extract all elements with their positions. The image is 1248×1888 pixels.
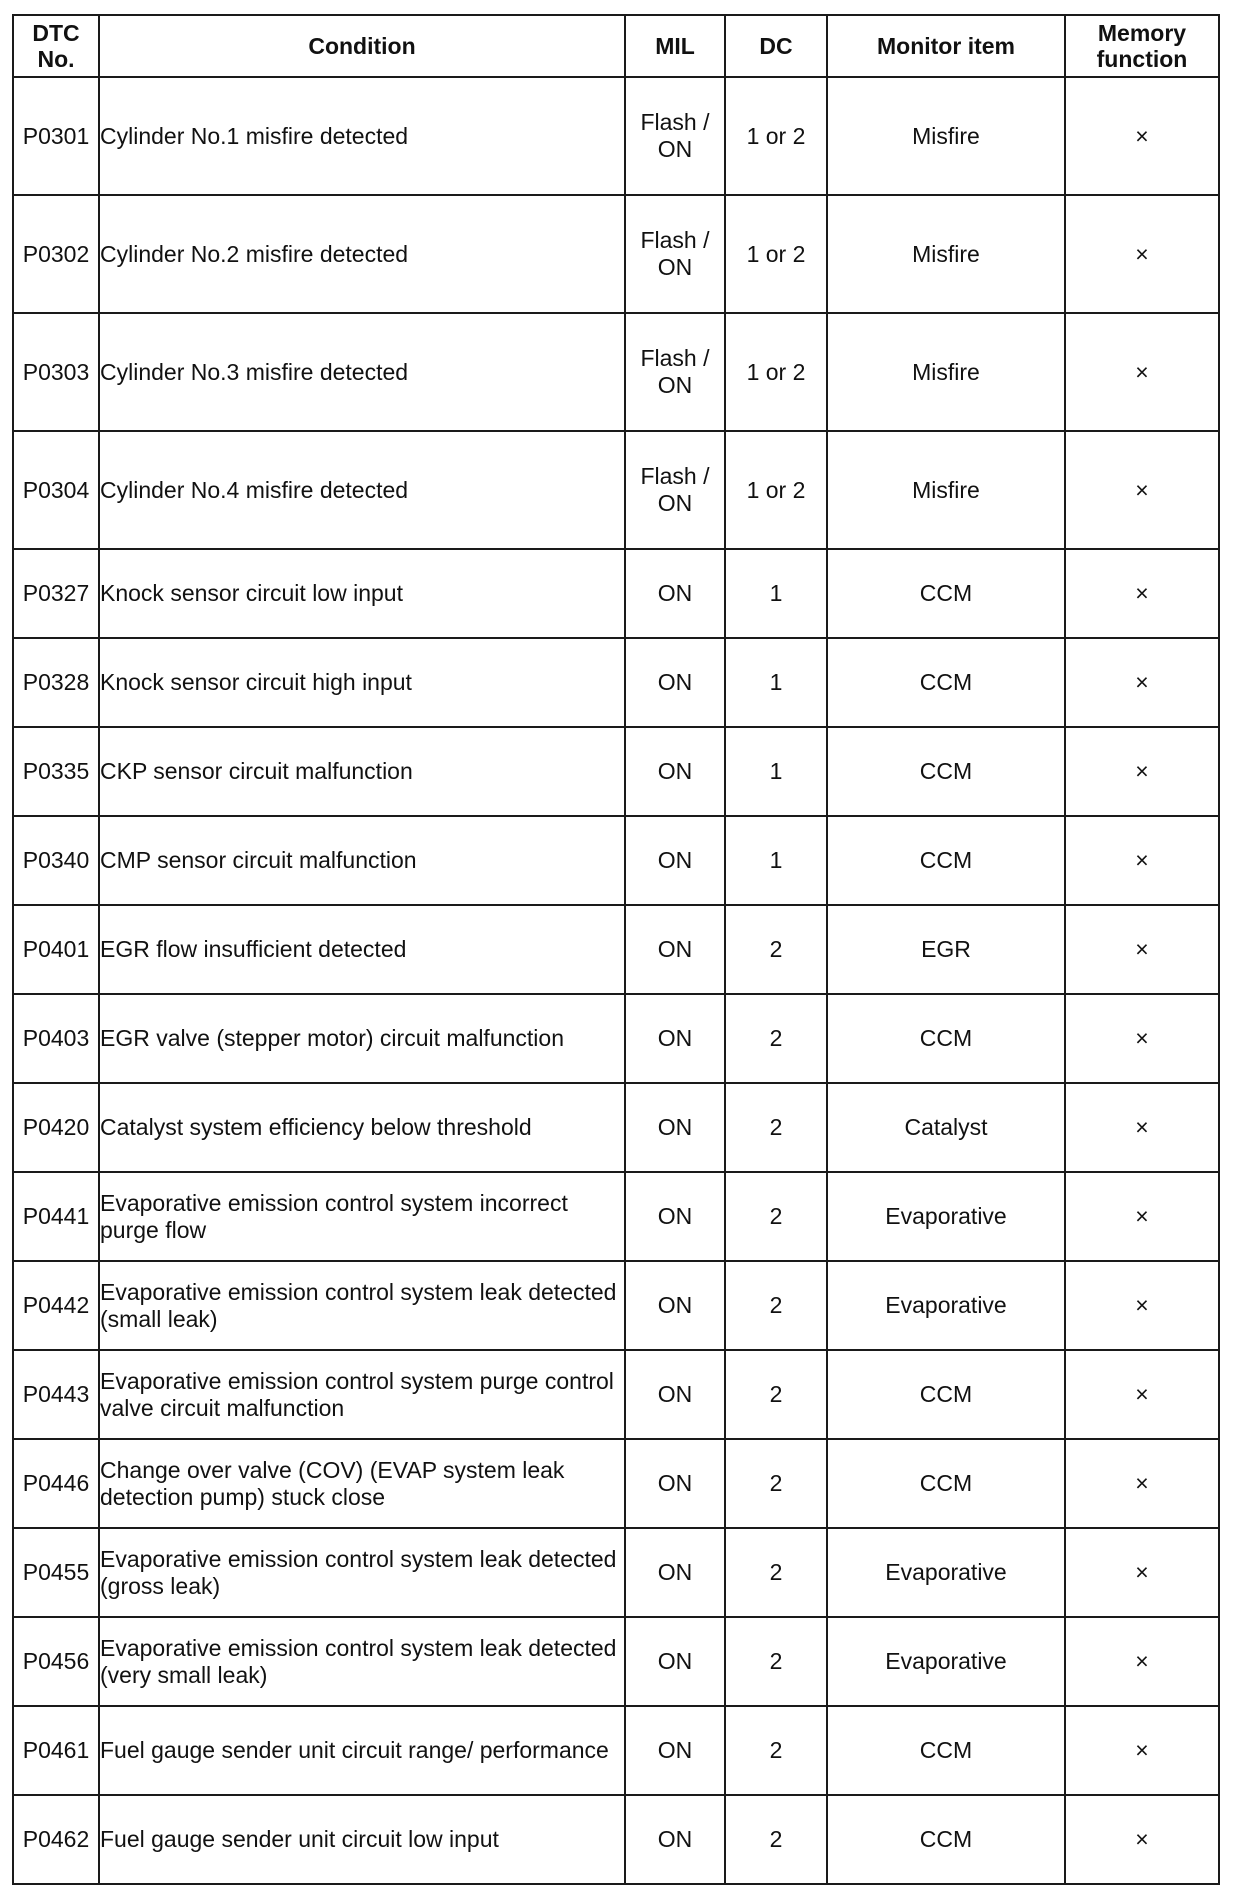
condition-cell <box>99 77 625 195</box>
header-dtc-line2: No. <box>37 46 75 72</box>
dtc-code-cell <box>13 1350 99 1439</box>
dtc-code: P0443 <box>22 1381 90 1407</box>
memory-function-mark: × <box>1135 476 1149 503</box>
condition-text: Evaporative emission control system incorrect purge flow <box>100 1189 568 1243</box>
monitor-item: Evaporative <box>885 1559 1007 1585</box>
dtc-code: P0420 <box>22 1114 90 1140</box>
dtc-code: P0301 <box>22 122 90 149</box>
memory-function-cell <box>1065 1617 1219 1706</box>
condition-cell <box>99 1172 625 1261</box>
mil-status: ON <box>657 669 693 695</box>
memory-function-cell <box>1065 1439 1219 1528</box>
dtc-code: P0335 <box>22 758 90 784</box>
dc-value: 2 <box>769 1559 783 1585</box>
dtc-code-cell <box>13 313 99 431</box>
condition-cell <box>99 431 625 549</box>
dc-cell <box>725 1617 827 1706</box>
monitor-item: Evaporative <box>885 1292 1007 1318</box>
memory-function-mark: × <box>1135 1381 1149 1407</box>
monitor-item-cell <box>827 77 1065 195</box>
memory-function-mark: × <box>1135 240 1149 267</box>
header-memory-function <box>1065 15 1219 77</box>
monitor-item-cell <box>827 905 1065 994</box>
dtc-code: P0340 <box>22 847 90 873</box>
condition-text: Fuel gauge sender unit circuit range/ performance <box>100 1737 609 1763</box>
memory-function-cell <box>1065 905 1219 994</box>
mil-cell <box>625 727 725 816</box>
dc-value: 2 <box>769 936 783 962</box>
dtc-code: P0461 <box>22 1737 90 1763</box>
monitor-item: CCM <box>919 847 973 873</box>
monitor-item: CCM <box>919 1381 973 1407</box>
monitor-item-cell <box>827 994 1065 1083</box>
dtc-code: P0327 <box>22 580 90 606</box>
condition-text: Evaporative emission control system leak detected (very small leak) <box>100 1634 617 1688</box>
mil-cell <box>625 431 725 549</box>
memory-function-mark: × <box>1135 1114 1149 1140</box>
dtc-code: P0403 <box>22 1025 90 1051</box>
condition-cell <box>99 195 625 313</box>
header-row <box>13 15 1219 77</box>
dc-cell <box>725 1083 827 1172</box>
condition-text: Cylinder No.3 misfire detected <box>100 358 409 385</box>
dc-cell <box>725 1261 827 1350</box>
condition-cell <box>99 1617 625 1706</box>
condition-cell <box>99 1083 625 1172</box>
header-dtc-no <box>13 15 99 77</box>
monitor-item-cell <box>827 1439 1065 1528</box>
mil-cell <box>625 1528 725 1617</box>
dtc-code: P0303 <box>22 358 90 385</box>
memory-function-mark: × <box>1135 936 1149 962</box>
dc-cell <box>725 638 827 727</box>
mil-status: ON <box>657 1381 693 1407</box>
dtc-code-cell <box>13 1795 99 1884</box>
monitor-item-cell <box>827 1528 1065 1617</box>
dtc-code-cell <box>13 1617 99 1706</box>
memory-function-cell <box>1065 1528 1219 1617</box>
table-row <box>13 313 1219 431</box>
condition-text: CKP sensor circuit malfunction <box>100 758 413 784</box>
condition-text: Change over valve (COV) (EVAP system leak detection pump) stuck close <box>100 1456 565 1510</box>
condition-text: Evaporative emission control system leak detected (gross leak) <box>100 1545 617 1599</box>
table-row <box>13 1083 1219 1172</box>
table-row <box>13 1261 1219 1350</box>
mil-cell <box>625 313 725 431</box>
memory-function-mark: × <box>1135 669 1149 695</box>
mil-status: ON <box>657 1470 693 1496</box>
dtc-code: P0455 <box>22 1559 90 1585</box>
mil-status: Flash / <box>640 109 710 135</box>
monitor-item: CCM <box>919 669 973 695</box>
header-dc: DC <box>725 15 827 77</box>
memory-function-cell <box>1065 431 1219 549</box>
table-row <box>13 905 1219 994</box>
dc-value: 1 <box>769 669 783 695</box>
mil-status: ON <box>657 1648 693 1674</box>
header-monitor-item: Monitor item <box>827 15 1065 77</box>
memory-function-mark: × <box>1135 1826 1149 1852</box>
monitor-item-cell <box>827 1795 1065 1884</box>
dc-cell <box>725 1795 827 1884</box>
mil-cell <box>625 1617 725 1706</box>
mil-cell <box>625 1083 725 1172</box>
memory-function-cell <box>1065 1172 1219 1261</box>
dtc-code-cell <box>13 77 99 195</box>
condition-text: Cylinder No.1 misfire detected <box>100 122 409 149</box>
mil-cell <box>625 195 725 313</box>
dc-value: 1 or 2 <box>746 476 806 503</box>
monitor-item-cell <box>827 1617 1065 1706</box>
dtc-code-cell <box>13 1706 99 1795</box>
memory-function-cell <box>1065 1706 1219 1795</box>
condition-cell <box>99 1528 625 1617</box>
condition-cell <box>99 994 625 1083</box>
mil-status: ON <box>657 1826 693 1852</box>
condition-text: Evaporative emission control system purge control valve circuit malfunction <box>100 1367 614 1421</box>
dc-value: 2 <box>769 1648 783 1674</box>
dc-cell <box>725 1706 827 1795</box>
memory-function-cell <box>1065 638 1219 727</box>
table-row <box>13 816 1219 905</box>
dc-cell <box>725 1528 827 1617</box>
dtc-code-cell <box>13 816 99 905</box>
condition-cell <box>99 727 625 816</box>
condition-text: Knock sensor circuit high input <box>100 669 412 695</box>
dtc-code-cell <box>13 1528 99 1617</box>
dc-cell <box>725 1172 827 1261</box>
dc-value: 2 <box>769 1114 783 1140</box>
table-body <box>13 77 1219 1884</box>
memory-function-mark: × <box>1135 1470 1149 1496</box>
dtc-code: P0401 <box>22 936 90 962</box>
dtc-code-cell <box>13 994 99 1083</box>
dtc-code-cell <box>13 195 99 313</box>
table-row <box>13 638 1219 727</box>
condition-text: Cylinder No.2 misfire detected <box>100 240 409 267</box>
memory-function-mark: × <box>1135 122 1149 149</box>
monitor-item: CCM <box>919 1737 973 1763</box>
table-row <box>13 1350 1219 1439</box>
dc-value: 1 <box>769 758 783 784</box>
mil-cell <box>625 1261 725 1350</box>
dc-cell <box>725 727 827 816</box>
memory-function-cell <box>1065 195 1219 313</box>
dc-cell <box>725 994 827 1083</box>
monitor-item: EGR <box>921 936 971 962</box>
mil-status: Flash / <box>640 463 710 489</box>
mil-status: ON <box>657 936 693 962</box>
monitor-item: Misfire <box>912 358 980 385</box>
dc-value: 2 <box>769 1203 783 1229</box>
dc-value: 1 <box>769 847 783 873</box>
dtc-code: P0456 <box>22 1648 90 1674</box>
mil-status-line2: ON <box>657 490 693 516</box>
mil-status: ON <box>657 847 693 873</box>
dtc-code-cell <box>13 431 99 549</box>
mil-status: Flash / <box>640 227 710 253</box>
memory-function-cell <box>1065 1261 1219 1350</box>
dtc-code: P0328 <box>22 669 90 695</box>
table-row <box>13 549 1219 638</box>
condition-cell <box>99 638 625 727</box>
mil-status: ON <box>657 1203 693 1229</box>
dc-value: 1 or 2 <box>746 240 806 267</box>
monitor-item: Misfire <box>912 122 980 149</box>
table-row <box>13 1528 1219 1617</box>
monitor-item: CCM <box>919 758 973 784</box>
dc-value: 1 <box>769 580 783 606</box>
condition-cell <box>99 549 625 638</box>
monitor-item: Misfire <box>912 240 980 267</box>
mil-cell <box>625 77 725 195</box>
condition-cell <box>99 816 625 905</box>
memory-function-mark: × <box>1135 847 1149 873</box>
condition-cell <box>99 1706 625 1795</box>
memory-function-cell <box>1065 727 1219 816</box>
memory-function-mark: × <box>1135 1203 1149 1229</box>
dtc-code-cell <box>13 1439 99 1528</box>
condition-cell <box>99 1795 625 1884</box>
table-row <box>13 1439 1219 1528</box>
dtc-code: P0442 <box>22 1292 90 1318</box>
table-row <box>13 1617 1219 1706</box>
header-dtc-line1: DTC <box>32 20 80 46</box>
mil-status: ON <box>657 1559 693 1585</box>
table-row <box>13 77 1219 195</box>
memory-function-cell <box>1065 77 1219 195</box>
mil-cell <box>625 994 725 1083</box>
dtc-code-cell <box>13 727 99 816</box>
condition-text: Cylinder No.4 misfire detected <box>100 476 409 503</box>
condition-text: Catalyst system efficiency below threshold <box>100 1114 532 1140</box>
mil-cell <box>625 1172 725 1261</box>
monitor-item: CCM <box>919 580 973 606</box>
memory-function-cell <box>1065 549 1219 638</box>
mil-cell <box>625 1795 725 1884</box>
memory-function-mark: × <box>1135 758 1149 784</box>
monitor-item-cell <box>827 549 1065 638</box>
mil-status-line2: ON <box>657 372 693 398</box>
monitor-item: Misfire <box>912 476 980 503</box>
condition-text: Knock sensor circuit low input <box>100 580 403 606</box>
dc-value: 1 or 2 <box>746 358 806 385</box>
condition-text: Fuel gauge sender unit circuit low input <box>100 1826 499 1852</box>
dtc-code: P0446 <box>22 1470 90 1496</box>
condition-text: CMP sensor circuit malfunction <box>100 847 417 873</box>
monitor-item: CCM <box>919 1826 973 1852</box>
table-row <box>13 195 1219 313</box>
table-row <box>13 1795 1219 1884</box>
monitor-item-cell <box>827 638 1065 727</box>
monitor-item-cell <box>827 1350 1065 1439</box>
dtc-code-cell <box>13 1172 99 1261</box>
monitor-item-cell <box>827 727 1065 816</box>
dc-cell <box>725 195 827 313</box>
dtc-code: P0304 <box>22 476 90 503</box>
memory-function-mark: × <box>1135 358 1149 385</box>
dtc-code-cell <box>13 638 99 727</box>
dc-value: 2 <box>769 1737 783 1763</box>
dc-value: 2 <box>769 1470 783 1496</box>
dc-value: 2 <box>769 1025 783 1051</box>
dc-cell <box>725 905 827 994</box>
dtc-code-cell <box>13 905 99 994</box>
table-row <box>13 1172 1219 1261</box>
mil-status: ON <box>657 1025 693 1051</box>
monitor-item: Evaporative <box>885 1203 1007 1229</box>
dtc-code: P0302 <box>22 240 90 267</box>
monitor-item-cell <box>827 816 1065 905</box>
dtc-code-cell <box>13 1083 99 1172</box>
monitor-item-cell <box>827 1083 1065 1172</box>
monitor-item-cell <box>827 1261 1065 1350</box>
condition-cell <box>99 1261 625 1350</box>
monitor-item: CCM <box>919 1470 973 1496</box>
dc-value: 2 <box>769 1381 783 1407</box>
mil-cell <box>625 1706 725 1795</box>
memory-function-cell <box>1065 313 1219 431</box>
memory-function-mark: × <box>1135 580 1149 606</box>
header-condition: Condition <box>99 15 625 77</box>
header-memory-line2: function <box>1096 46 1188 72</box>
header-mil: MIL <box>625 15 725 77</box>
condition-cell <box>99 1439 625 1528</box>
monitor-item: CCM <box>919 1025 973 1051</box>
mil-status: ON <box>657 1114 693 1140</box>
mil-cell <box>625 638 725 727</box>
dc-cell <box>725 77 827 195</box>
dc-cell <box>725 816 827 905</box>
dc-cell <box>725 313 827 431</box>
memory-function-mark: × <box>1135 1292 1149 1318</box>
dc-cell <box>725 431 827 549</box>
mil-status-line2: ON <box>657 254 693 280</box>
dtc-table <box>12 14 1220 1885</box>
mil-cell <box>625 1350 725 1439</box>
dc-cell <box>725 549 827 638</box>
table-row <box>13 727 1219 816</box>
condition-text: EGR valve (stepper motor) circuit malfunction <box>100 1025 564 1051</box>
mil-status: ON <box>657 1737 693 1763</box>
condition-cell <box>99 1350 625 1439</box>
dc-value: 1 or 2 <box>746 122 806 149</box>
memory-function-mark: × <box>1135 1648 1149 1674</box>
monitor-item: Catalyst <box>904 1114 988 1140</box>
memory-function-cell <box>1065 816 1219 905</box>
mil-cell <box>625 816 725 905</box>
memory-function-cell <box>1065 1350 1219 1439</box>
header-memory-line1: Memory <box>1097 20 1187 46</box>
condition-text: EGR flow insufficient detected <box>100 936 407 962</box>
memory-function-mark: × <box>1135 1025 1149 1051</box>
table-row <box>13 1706 1219 1795</box>
memory-function-cell <box>1065 994 1219 1083</box>
monitor-item-cell <box>827 1172 1065 1261</box>
dc-cell <box>725 1439 827 1528</box>
mil-cell <box>625 1439 725 1528</box>
dtc-code-cell <box>13 549 99 638</box>
condition-text: Evaporative emission control system leak detected (small leak) <box>100 1278 617 1332</box>
mil-cell <box>625 905 725 994</box>
memory-function-cell <box>1065 1795 1219 1884</box>
condition-cell <box>99 905 625 994</box>
dc-value: 2 <box>769 1292 783 1318</box>
mil-status: ON <box>657 580 693 606</box>
mil-status: ON <box>657 1292 693 1318</box>
mil-status: Flash / <box>640 345 710 371</box>
mil-status-line2: ON <box>657 136 693 162</box>
condition-cell <box>99 313 625 431</box>
dc-value: 2 <box>769 1826 783 1852</box>
monitor-item-cell <box>827 195 1065 313</box>
dtc-code: P0462 <box>22 1826 90 1852</box>
monitor-item: Evaporative <box>885 1648 1007 1674</box>
dc-cell <box>725 1350 827 1439</box>
monitor-item-cell <box>827 431 1065 549</box>
monitor-item-cell <box>827 313 1065 431</box>
table-row <box>13 994 1219 1083</box>
dtc-code-cell <box>13 1261 99 1350</box>
monitor-item-cell <box>827 1706 1065 1795</box>
mil-cell <box>625 549 725 638</box>
memory-function-cell <box>1065 1083 1219 1172</box>
table-row <box>13 431 1219 549</box>
mil-status: ON <box>657 758 693 784</box>
memory-function-mark: × <box>1135 1737 1149 1763</box>
dtc-code: P0441 <box>22 1203 90 1229</box>
memory-function-mark: × <box>1135 1559 1149 1585</box>
